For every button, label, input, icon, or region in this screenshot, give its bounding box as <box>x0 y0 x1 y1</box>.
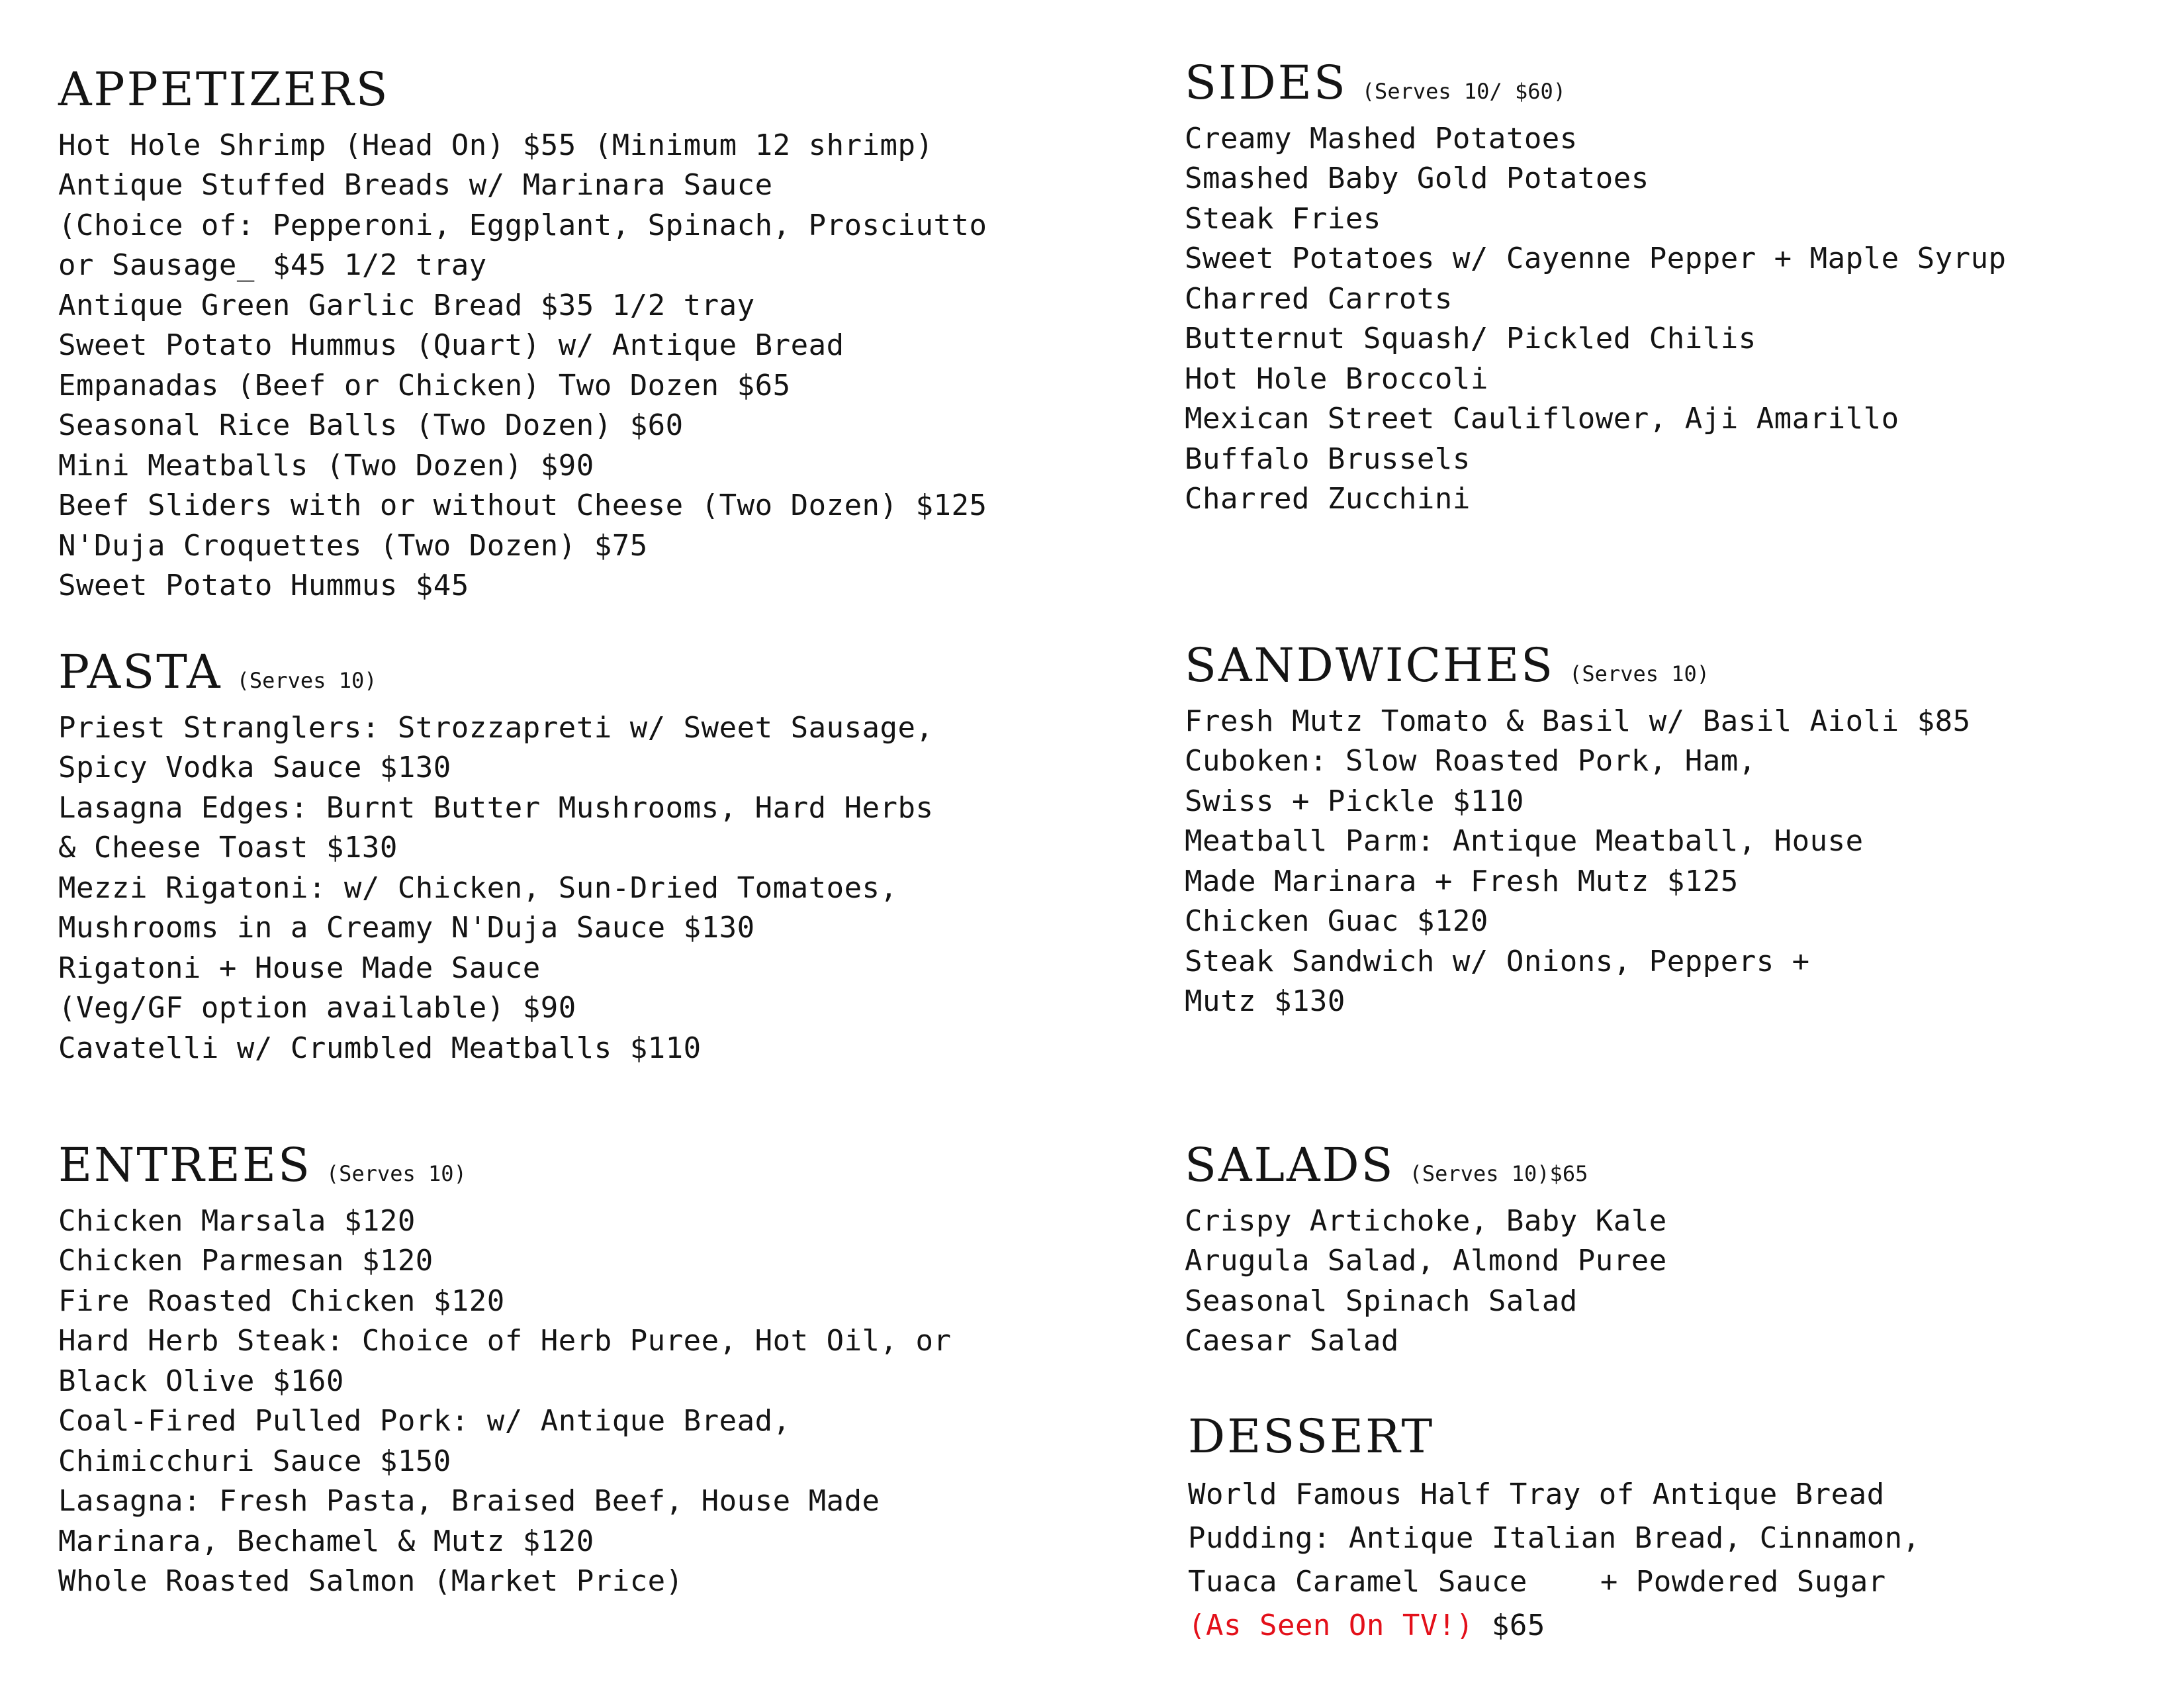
entree-item: Black Olive $160 <box>58 1364 344 1398</box>
side-item: Sweet Potatoes w/ Cayenne Pepper + Maple Syrup <box>1185 242 2007 275</box>
salads-list <box>1185 1201 1667 1362</box>
side-item: Steak Fries <box>1185 201 1381 236</box>
entrees-section <box>58 1139 952 1602</box>
pasta-heading <box>58 645 934 699</box>
appetizer-item: Sweet Potato Hummus (Quart) w/ Antique Bread <box>58 328 844 362</box>
sandwich-item: Mutz $130 <box>1185 984 1345 1018</box>
entrees-serving-note: (Serves 10) <box>326 1161 467 1186</box>
entrees-list <box>58 1201 952 1602</box>
dessert-price: $65 <box>1491 1608 1545 1642</box>
sides-heading <box>1185 56 2007 110</box>
appetizer-item: N'Duja Croquettes (Two Dozen) $75 <box>58 528 648 563</box>
salad-item: Arugula Salad, Almond Puree <box>1185 1244 1667 1278</box>
pasta-item: (Veg/GF option available) $90 <box>58 991 576 1025</box>
appetizer-item: Empanadas (Beef or Chicken) Two Dozen $65 <box>58 368 791 402</box>
sides-list <box>1185 119 2007 520</box>
appetizer-item: Sweet Potato Hummus $45 <box>58 569 469 602</box>
sandwiches-serving-note: (Serves 10) <box>1569 661 1710 686</box>
salads-serving-note: (Serves 10) <box>1409 1161 1550 1186</box>
entree-item: Coal-Fired Pulled Pork: w/ Antique Bread, <box>58 1404 791 1438</box>
entree-item: Fire Roasted Chicken $120 <box>58 1284 505 1318</box>
side-item: Charred Zucchini <box>1185 482 1471 516</box>
side-item: Hot Hole Broccoli <box>1185 361 1488 396</box>
sides-serving-note: (Serves 10/ $60) <box>1361 79 1567 104</box>
pasta-item: & Cheese Toast $130 <box>58 831 398 865</box>
appetizers-heading <box>58 63 987 117</box>
sandwich-item: Steak Sandwich w/ Onions, Peppers + <box>1185 944 1810 978</box>
dessert-sauce: Tuaca Caramel Sauce <box>1188 1564 1527 1599</box>
salads-price: $65 <box>1549 1161 1588 1186</box>
appetizers-title: APPETIZERS <box>58 62 390 117</box>
dessert-line: World Famous Half Tray of Antique Bread <box>1188 1477 1885 1511</box>
sandwiches-list <box>1185 702 1971 1022</box>
pasta-title: PASTA <box>58 645 222 699</box>
salad-item: Seasonal Spinach Salad <box>1185 1284 1578 1318</box>
side-item: Butternut Squash/ Pickled Chilis <box>1185 322 1756 355</box>
salad-item: Crispy Artichoke, Baby Kale <box>1185 1203 1667 1238</box>
entree-item: Whole Roasted Salmon (Market Price) <box>58 1564 684 1598</box>
dessert-title: DESSERT <box>1188 1409 1435 1464</box>
appetizer-item: Antique Stuffed Breads w/ Marinara Sauce <box>58 168 773 202</box>
salads-section <box>1185 1139 1667 1362</box>
side-item: Creamy Mashed Potatoes <box>1185 121 1578 156</box>
dessert-section <box>1188 1410 1921 1648</box>
sandwich-item: Meatball Parm: Antique Meatball, House <box>1185 824 1864 858</box>
sandwich-item: Fresh Mutz Tomato & Basil w/ Basil Aioli $85 <box>1185 704 1971 738</box>
appetizer-item: Beef Sliders with or without Cheese (Two Dozen) $125 <box>58 489 987 522</box>
entree-item: Marinara, Bechamel & Mutz $120 <box>58 1524 594 1558</box>
as-seen-on-tv-note: (As Seen On TV!) <box>1188 1608 1474 1642</box>
entree-item: Chicken Parmesan $120 <box>58 1244 433 1278</box>
appetizer-item: Antique Green Garlic Bread $35 1/2 tray <box>58 288 755 322</box>
pasta-item: Priest Stranglers: Strozzapreti w/ Sweet Sausage, <box>58 710 934 745</box>
appetizers-section <box>58 63 987 606</box>
sandwich-item: Made Marinara + Fresh Mutz $125 <box>1185 864 1739 898</box>
sandwich-item: Swiss + Pickle $110 <box>1185 784 1524 818</box>
sandwiches-title: SANDWICHES <box>1185 638 1555 692</box>
appetizer-item: or Sausage_ $45 1/2 tray <box>58 248 487 282</box>
dessert-line: Pudding: Antique Italian Bread, Cinnamon, <box>1188 1521 1921 1555</box>
pasta-item: Lasagna Edges: Burnt Butter Mushrooms, Hard Herbs <box>58 790 934 825</box>
dessert-heading <box>1188 1410 1921 1464</box>
sandwich-item: Chicken Guac $120 <box>1185 904 1488 938</box>
side-item: Buffalo Brussels <box>1185 442 1471 476</box>
salads-heading <box>1185 1139 1667 1192</box>
pasta-list <box>58 708 934 1069</box>
sides-section <box>1185 56 2007 520</box>
pasta-item: Rigatoni + House Made Sauce <box>58 951 541 985</box>
side-item: Smashed Baby Gold Potatoes <box>1185 162 1649 195</box>
salad-item: Caesar Salad <box>1185 1324 1399 1358</box>
dessert-line <box>1188 1604 1921 1648</box>
side-item: Mexican Street Cauliflower, Aji Amarillo <box>1185 402 1899 436</box>
entree-item: Lasagna: Fresh Pasta, Braised Beef, House Made <box>58 1484 880 1518</box>
dessert-list <box>1188 1473 1921 1648</box>
pasta-item: Mushrooms in a Creamy N'Duja Sauce $130 <box>58 911 755 945</box>
dessert-line <box>1188 1560 1921 1604</box>
sides-title: SIDES <box>1185 56 1347 110</box>
entrees-heading <box>58 1139 952 1192</box>
sandwich-item: Cuboken: Slow Roasted Pork, Ham, <box>1185 744 1756 778</box>
entrees-title: ENTREES <box>58 1138 312 1192</box>
entree-item: Chicken Marsala $120 <box>58 1203 416 1238</box>
sandwiches-heading <box>1185 639 1971 692</box>
sandwiches-section <box>1185 639 1971 1022</box>
appetizers-list <box>58 126 987 606</box>
appetizer-item: (Choice of: Pepperoni, Eggplant, Spinach, Prosciutto <box>58 208 987 242</box>
appetizer-item: Mini Meatballs (Two Dozen) $90 <box>58 448 594 483</box>
entree-item: Hard Herb Steak: Choice of Herb Puree, Hot Oil, or <box>58 1324 952 1358</box>
pasta-item: Cavatelli w/ Crumbled Meatballs $110 <box>58 1031 702 1065</box>
appetizer-item: Hot Hole Shrimp (Head On) $55 (Minimum 12 shrimp) <box>58 128 934 162</box>
entree-item: Chimicchuri Sauce $150 <box>58 1444 451 1478</box>
salads-title: SALADS <box>1185 1138 1395 1192</box>
dessert-topping: + Powdered Sugar <box>1600 1564 1886 1599</box>
pasta-item: Mezzi Rigatoni: w/ Chicken, Sun-Dried Tomatoes, <box>58 870 898 905</box>
pasta-item: Spicy Vodka Sauce $130 <box>58 751 451 784</box>
side-item: Charred Carrots <box>1185 281 1453 316</box>
appetizer-item: Seasonal Rice Balls (Two Dozen) $60 <box>58 408 684 442</box>
pasta-section <box>58 645 934 1068</box>
pasta-serving-note: (Serves 10) <box>236 668 377 693</box>
